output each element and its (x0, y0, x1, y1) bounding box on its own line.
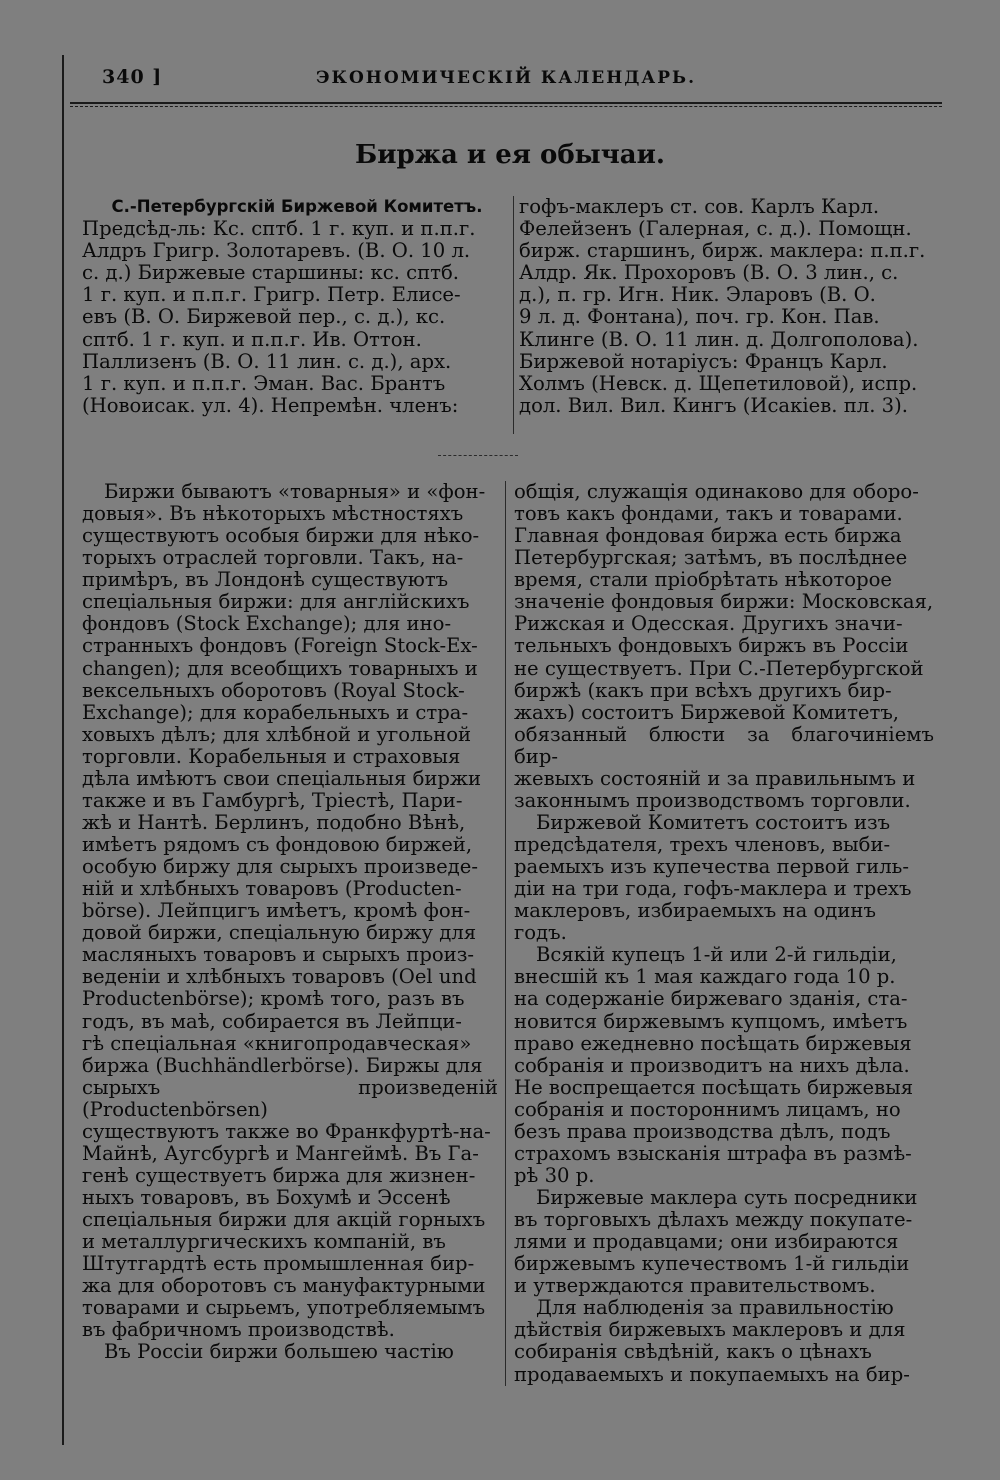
text-line: ховыхъ дѣлъ; для хлѣбной и угольной (82, 722, 472, 746)
text-line: биржа (Buchhändlerbörse). Биржы для (82, 1053, 483, 1077)
committee-line: Фелейзенъ (Галерная, с. д.). Помощн. (519, 217, 912, 241)
text-line: вексельныхъ оборотовъ (Royal Stock- (82, 678, 465, 702)
committee-line: 1 г. куп. и п.п.г. Эман. Вас. Брантъ (82, 371, 446, 395)
text-line: торыхъ отраслей торговли. Такъ, на- (82, 546, 464, 570)
text-line: раемыхъ изъ купечества первой гиль- (514, 855, 909, 879)
committee-line: Паллизенъ (В. О. 11 лин. с. д.), арх. (82, 349, 452, 373)
text-line: новится биржевымъ купцомъ, имѣетъ (514, 1009, 908, 1033)
text-line: товарами и сырьемъ, употребляемымъ (82, 1296, 486, 1320)
text-line: предсѣдателя, трехъ членовъ, выби- (514, 833, 891, 856)
text-line: существуютъ особыя биржи для нѣко- (82, 524, 480, 548)
text-line: торговли. Корабельныя и страховыя (82, 744, 461, 768)
text-line: также и въ Гамбургѣ, Тріестѣ, Пари- (82, 788, 463, 812)
committee-line: 9 л. д. Фонтана), поч. гр. Кон. Пав. (519, 305, 880, 329)
text-line: значеніе фондовыя биржи: Московская, (514, 590, 934, 614)
text-line: собиранія свѣдѣній, какъ о цѣнахъ (514, 1340, 872, 1364)
text-line: Штутгардтѣ есть промышленная бир- (82, 1252, 475, 1276)
text-line: спеціальныя биржи: для англійскихъ (82, 590, 470, 614)
text-line: особую биржу для сырыхъ произведе- (82, 855, 478, 879)
text-line: Рижская и Одесская. Другихъ значи- (514, 612, 903, 636)
text-line: биржевымъ купечествомъ 1-й гильдіи (514, 1252, 910, 1276)
text-line: общія, служащія одинаково для оборо- (514, 480, 919, 503)
text-line: на содержаніе биржеваго зданія, ста- (514, 987, 908, 1011)
text-line: жевыхъ состояній и за правильнымъ и (514, 766, 916, 790)
text-line: годъ, въ маѣ, собирается въ Лейпци- (82, 1009, 462, 1033)
text-line: право ежедневно посѣщать биржевыя (514, 1031, 912, 1055)
text-line: жѣ и Нантѣ. Берлинъ, подобно Вѣнѣ, (82, 810, 466, 834)
text-line: Productenbörse); кромѣ того, разъ въ (82, 987, 465, 1011)
committee-line: бирж. старшинъ, бирж. маклера: п.п.г. (519, 239, 926, 263)
text-line: и металлургическихъ компаній, въ (82, 1230, 446, 1254)
text-line: дѣла имѣютъ свои спеціальныя биржи (82, 766, 482, 790)
text-line: страхомъ взысканія штрафа въ размѣ- (514, 1141, 912, 1165)
text-line: маклеровъ, избираемыхъ на одинъ годъ. (514, 899, 876, 945)
committee-line: Алдр. Як. Прохоровъ (В. О. 3 лин., с. (519, 261, 899, 285)
committee-line: С.-Петербургскій Биржевой Комитетъ. (111, 197, 483, 216)
text-line: спеціальныя биржи для акцій горныхъ (82, 1208, 486, 1232)
text-line: Биржи бываютъ «товарныя» и «фон- (104, 480, 486, 503)
committee-right-column (519, 196, 935, 417)
text-line: и утверждаются правительствомъ. (514, 1274, 876, 1298)
text-line: въ торговыхъ дѣлахъ между покупате- (514, 1208, 913, 1232)
committee-line: гофъ-маклеръ ст. сов. Карлъ Карл. (519, 195, 880, 218)
text-line: существуютъ также во Франкфуртѣ-на- (82, 1119, 491, 1143)
body-left-column (82, 481, 498, 1364)
text-line: безъ права производства дѣлъ, подъ (514, 1119, 891, 1143)
committee-line: Холмъ (Невск. д. Щепетиловой), испр. (519, 371, 918, 395)
text-line: дѣйствія биржевыхъ маклеровъ и для (514, 1318, 906, 1342)
text-line: имѣетъ рядомъ съ фондовою биржей, (82, 833, 473, 856)
text-line: Exchange); для корабельныхъ и стра- (82, 700, 469, 724)
text-line: продаваемыхъ и покупаемыхъ на бир- (514, 1362, 910, 1386)
text-line: діи на три года, гофъ-маклера и трехъ (514, 877, 912, 901)
section-title: Биржа и ея обычаи. (355, 140, 665, 170)
header-rule (70, 102, 942, 104)
committee-line: Биржевой нотаріусъ: Францъ Карл. (519, 349, 888, 373)
text-line: рѣ 30 р. (514, 1163, 595, 1187)
text-line: гѣ спеціальная «книгопродавческая» (82, 1031, 472, 1055)
committee-line: Клинге (В. О. 11 лин. д. Долгополова). (519, 327, 919, 351)
page-header (70, 62, 942, 98)
text-line: товъ какъ фондами, такъ и товарами. (514, 502, 903, 526)
body-column-divider (505, 481, 506, 1386)
text-line: Не воспрещается посѣщать биржевыя (514, 1075, 914, 1099)
text-line: фондовъ (Stock Exchange); для ино- (82, 612, 452, 636)
text-line: довой биржи, спеціальную биржу для (82, 921, 477, 945)
committee-line: (Новоисак. ул. 4). Непремѣн. членъ: (82, 393, 459, 417)
committee-line: с. д.) Биржевые старшины: кс. сптб. (82, 261, 460, 285)
text-line: собранія и производитъ на нихъ дѣла. (514, 1053, 910, 1077)
running-title: ЭКОНОМИЧЕСКІЙ КАЛЕНДАРЬ. (315, 68, 696, 88)
text-line: лями и продавцами; они избираются (514, 1230, 899, 1254)
text-line: Для наблюденія за правильностію (536, 1296, 894, 1320)
text-line: Петербургская; затѣмъ, въ послѣднее (514, 546, 908, 570)
text-line: въ фабричномъ производствѣ. (82, 1318, 395, 1342)
text-line: жахъ) состоитъ Биржевой Комитетъ, (514, 700, 900, 724)
text-line: генѣ существуетъ биржа для жизнен- (82, 1163, 476, 1187)
text-line: биржѣ (какъ при всѣхъ другихъ бир- (514, 678, 892, 702)
section-separator (438, 455, 518, 457)
text-line: не существуетъ. При С.-Петербургской (514, 656, 924, 680)
text-line: масляныхъ товаровъ и сырыхъ произ- (82, 943, 475, 967)
left-margin-rule (62, 55, 64, 1445)
committee-line: евъ (В. О. Биржевой пер., с. д.), кс. (82, 305, 446, 329)
text-line: веденіи и хлѣбныхъ товаровъ (Oel und (82, 965, 477, 989)
text-line: ныхъ товаровъ, въ Бохумѣ и Эссенѣ (82, 1186, 451, 1209)
text-line: жа для оборотовъ съ мануфактурными (82, 1274, 486, 1298)
text-line: странныхъ фондовъ (Foreign Stock-Ex- (82, 634, 478, 658)
text-line: Майнѣ, Аугсбургѣ и Мангеймѣ. Въ Га- (82, 1141, 479, 1165)
text-line: законнымъ производствомъ торговли. (514, 788, 911, 812)
text-line: собранія и постороннимъ лицамъ, но (514, 1097, 901, 1121)
committee-line: 1 г. куп. и п.п.г. Григр. Петр. Елисе- (82, 283, 461, 307)
text-line: Главная фондовая биржа есть биржа (514, 524, 902, 548)
text-line: внесшій къ 1 мая каждаго года 10 р. (514, 965, 896, 989)
header-ornament-rule (70, 106, 942, 108)
text-line: ній и хлѣбныхъ товаровъ (Producten- (82, 877, 462, 901)
text-line: changen); для всеобщихъ товарныхъ и (82, 656, 478, 680)
text-line: Въ Россіи биржи большею частію (104, 1340, 454, 1364)
text-line: примѣръ, въ Лондонѣ существуютъ (82, 568, 449, 592)
text-line: Всякій купецъ 1-й или 2-й гильдіи, (536, 943, 897, 967)
committee-line: Предсѣд-ль: Кс. сптб. 1 г. куп. и п.п.г. (82, 217, 476, 241)
committee-line: сптб. 1 г. куп. и п.п.г. Ив. Оттон. (82, 327, 422, 351)
committee-column-divider (513, 196, 514, 434)
committee-line: дол. Вил. Вил. Кингъ (Исакіев. пл. 3). (519, 393, 909, 417)
text-line: довыя». Въ нѣкоторыхъ мѣстностяхъ (82, 502, 464, 526)
text-line: время, стали пріобрѣтать нѣкоторое (514, 568, 893, 592)
text-line: Биржевой Комитетъ состоитъ изъ (536, 810, 891, 834)
committee-line: д.), п. гр. Игн. Ник. Эларовъ (В. О. (519, 283, 876, 307)
body-right-column (514, 481, 934, 1386)
text-line: börse). Лейпцигъ имѣетъ, кромѣ фон- (82, 899, 471, 923)
text-line: тельныхъ фондовыхъ биржъ въ Россіи (514, 634, 909, 658)
text-line: обязанный блюсти за благочиніемъ бир- (514, 722, 934, 768)
page-number: 340 ] (102, 66, 163, 88)
text-line: сырыхъ произведеній (Productenbörsen) (82, 1075, 498, 1121)
committee-left-column (82, 196, 512, 417)
committee-line: Алдръ Григр. Золотаревъ. (В. О. 10 л. (82, 239, 471, 263)
text-line: Биржевые маклера суть посредники (536, 1186, 918, 1209)
